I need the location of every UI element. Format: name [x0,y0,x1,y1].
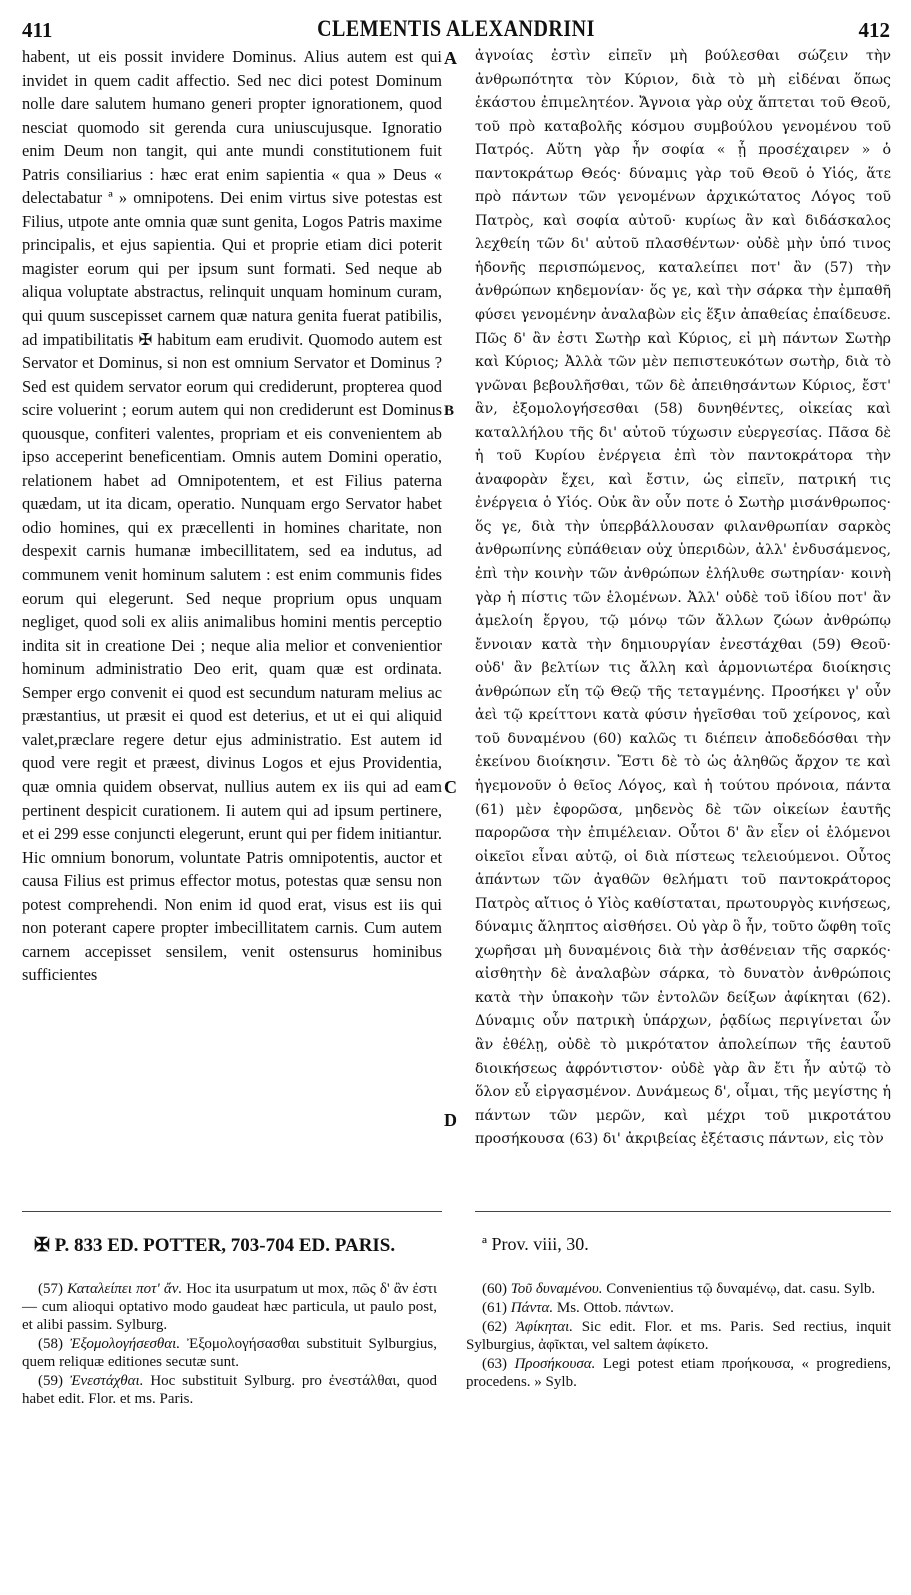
section-marker-a: A [444,48,457,68]
footnote: (57) Καταλείπει ποτ' ἄν. Hoc ita usurpatum ut mox, πῶς δ' ἂν ἐστι — cum alioqui optativo modo gaudeat hæc particula, ut paulo post, et alibi passim. Sylburg. [22,1281,438,1333]
edition-reference: ✠ P. 833 ED. POTTER, 703-704 ED. PARIS. [34,1235,396,1256]
page-number-left: 411 [22,18,53,42]
scripture-reference: ª Prov. viii, 30. [482,1234,589,1254]
latin-text: habent, ut eis possit invidere Dominus. Alius autem est qui invidet in quem cadit affectio. Sed nec dici potest Dominum nolle dare salutem humano generi propter ignorationem, quod nesciat quomodo sit gerenda cura uniuscujusque. Ignoratio enim Deum non tangit, qui ante mundi constitutionem fuit Patris consiliarius : hæc erat enim sapientia « qua » Deus « delectabatur ª » omnipotens. Dei enim virtus sive potestas est Filius, utpote ante omnia quæ sunt genita, Logos Patris maxime principalis, et ejus sapientia. Qui et proprie etiam dici poterit magister eorum qui per ipsum sunt formati. Sed neque ab aliqua voluptate abstractus, relinquit unquam hominum curam, qui quum suscepisset carnem quæ natura genita fuerat patibilis, ad impatibilitatis ✠ habitum eam erudivit. Quomodo autem est Servator et Dominus, si non est omnium Servator et Dominus ? Sed est quidem servator eorum qui crediderunt, propterea quod scire voluerint ; eorum autem qui non crediderunt est Dominus quousque, confiteri valentes, propriam et eis convenientem ab ipso acceperint beneficentiam. Omnis autem Domini operatio, relationem habet ad Omnipotentem, et est Filius paterna quædam, ut ita dicam, operatio. Nunquam ergo Servator habet odio homines, qui ex præcellenti in homines charitate, non despexit carnis humanæ imbecillitatem, sed ea indutus, ad communem venit hominum salutem : est enim communis fides eorum qui elegerunt. Sed neque proprium opus unquam negliget, quod soli ex aliis animalibus homini mentis perceptio indita sit in creatione Dei ; neque alia melior et convenientior hominum administratio Deo erit, quam quæ est ordinata. Semper ergo convenit ei quod est secundum naturam melius ac præstantius, ut præsit ei quod est deterius, et ut ei qui aliquid valet,præclare regere detur ejus administratio. Est autem id quod vere regit et præest, divinus Logos et ejus Providentia, quæ omnia quidem observat, nullius autem ex iis qui ad eam pertinent despicit curationem. Ii autem qui ad ipsum pertinere, et ei 299 esse conjuncti elegerunt, erunt qui per fidem initiantur. Hic omnium bonorum, voluntate Patris omnipotentis, auctor et causa Filius est primus effector motus, potestas quæ sensu non potest comprehendi. Non enim id quod erat, visus est iis qui non poterant capere propter imbecillitatem carnis. Cum autem carnem accepisset sensilem, venit ostensurus hominibus sufficientes [22,47,442,985]
page-number-right: 412 [858,18,890,42]
section-marker-c: C [444,777,457,797]
footnote-divider-right [475,1211,891,1212]
greek-text: ἀγνοίας ἐστὶν εἰπεῖν μὴ βούλεσθαι σώζειν τὴν ἀνθρωπότητα τὸν Κύριον, διὰ τὸ μὴ εἰδέναι ὅπως ἑκάστου ἐπιμελητέον. Ἄγνοια γὰρ οὐχ ἅπτεται τοῦ Θεοῦ, τοῦ πρὸ καταβολῆς κόσμου συμβούλου γενομένου τοῦ Πατρός. Αὕτη γὰρ ἦν σοφία « ᾗ προσέχαιρεν » ὁ παντοκράτωρ Θεός· δύναμις γὰρ τοῦ Θεοῦ ὁ Υἱός, ἅτε πρὸ πάντων τῶν γενομένων ἀρχικώτατος Λόγος τοῦ Πατρὸς, καὶ σοφία αὐτοῦ· κυρίως ἂν καὶ διδάσκαλος λεχθείη τῶν δι' αὐτοῦ πλασθέντων· οὐδὲ μὴν ὑπό τινος ἡδονῆς περισπώμενος, καταλείπει ποτ' ἂν (57) τὴν ἀνθρώπων κηδεμονίαν· ὅς γε, καὶ τὴν σάρκα τὴν ἐμπαθῆ φύσει γενομένην ἀναλαβὼν εἰς ἕξιν ἀπαθείας ἐπαίδευσε. Πῶς δ' ἂν ἐστι Σωτὴρ καὶ Κύριος, εἰ μὴ πάντων Σωτὴρ καὶ Κύριος; Ἀλλὰ τῶν μὲν πεπιστευκότων σωτὴρ, διὰ τὸ γνῶναι βεβουλῆσθαι, τῶν δὲ ἀπειθησάντων Κύριος, ἔστ' ἂν, ἐξομολογήσεσθαι (58) δυνηθέντες, οἰκείας καὶ καταλλήλου τῆς δι' αὐτοῦ τύχωσιν εὐεργεσίας. Πᾶσα δὲ ἡ τοῦ Κυρίου ἐνέργεια ἐπὶ τὸν παντοκράτορα τὴν ἀναφορὰν ἔχει, καὶ ἔστιν, ὡς εἰπεῖν, πατρική τις ἐνέργεια ὁ Υἱός. Οὐκ ἂν οὖν ποτε ὁ Σωτὴρ μισάνθρωπος· ὅς γε, διὰ τὴν ὑπερβάλλουσαν φιλανθρωπίαν σαρκὸς ἀνθρωπίνης εὐπάθειαν οὐχ ὑπεριδὼν, ἀλλ' ἐνδυσάμενος, ἐπὶ τὴν κοινὴν τῶν ἀνθρώπων ἐλήλυθε σωτηρίαν· κοινὴ γὰρ ἡ πίστις τῶν ἑλομένων. Ἀλλ' οὐδὲ τοῦ ἰδίου ποτ' ἂν ἀμελοίη ἔργου, τῷ μόνῳ τῶν ἄλλων ζώων ἀνθρώπῳ ἔννοιαν κατὰ τὴν δημιουργίαν ἐνεστάχθαι (59) Θεοῦ· οὐδ' ἂν βελτίων τις ἄλλη καὶ ἁρμονιωτέρα διοίκησις ἀνθρώπων εἴη τῷ Θεῷ τῆς τεταγμένης. Προσήκει γ' οὖν ἀεὶ τῷ κρείττονι κατὰ φύσιν ἡγεῖσθαι τοῦ χείρονος, καὶ τοῦ δυναμένου (60) καλῶς τι διέπειν ἀποδεδόσθαι τὴν ἐκείνου διοίκησιν. Ἔστι δὲ τὸ ὡς ἀληθῶς ἄρχον τε καὶ ἡγεμονοῦν ὁ θεῖος Λόγος, καὶ ἡ τούτου πρόνοια, πάντα (61) μὲν ἐφορῶσα, μηδενὸς δὲ τῶν οἰκείων ἑαυτῆς παρορῶσα τὴν ἐπιμέλειαν. Οὗτοι δ' ἂν εἶεν οἱ ἑλόμενοι οἰκεῖοι εἶναι αὐτῷ, οἱ διὰ πίστεως τελειούμενοι. Οὗτος ἁπάντων τῶν ἀγαθῶν θελήματι τοῦ παντοκράτορος Πατρὸς αἴτιος ὁ Υἱὸς καθίσταται, πρωτουργὸς κινήσεως, δύναμις ἄληπτος αἰσθήσει. Οὐ γὰρ ὃ ἦν, τοῦτο ὤφθη τοῖς χωρῆσαι μὴ δυναμένοις διὰ τὴν ἀσθένειαν τῆς σαρκός· αἰσθητὴν δὲ ἀναλαβὼν σάρκα, τὸ δυνατὸν ἀνθρώποις κατὰ τὴν ὑπακοὴν τῶν ἐντολῶν δείξων ἀφίκηται (62). Δύναμις οὖν πατρικὴ ὑπάρχων, ῥᾳδίως περιγίνεται ὧν ἂν ἐθέλῃ, οὐδὲ τὸ μικρότατον ἀπολείπων τῆς ἑαυτοῦ διοικήσεως ἀφρόντιστον· οὐδὲ γὰρ ἂν ἔτι ἦν αὐτῷ τὸ ὅλον εὖ εἰργασμένον. Δυνάμεως δ', οἶμαι, τῆς μεγίστης ἡ πάντων τῶν μερῶν, καὶ μέχρι τοῦ μικροτάτου προσήκουσα (63) δι' ἀκριβείας ἐξέτασις πάντων, εἰς τὸν [475,48,891,1148]
running-header [22,18,890,44]
greek-column [475,45,891,1152]
footnotes-right [466,1280,891,1392]
footnote: (61) Πάντα. Ms. Ottob. πάντων. [482,1300,674,1316]
footnote: (58) Ἐξομολογήσεσθαι. Ἐξομολογήσασθαι substituit Sylburgius, quem reliquæ editiones secutæ sunt. [22,1336,438,1370]
running-title: CLEMENTIS ALEXANDRINI [317,16,595,42]
footnote: (59) Ἐνεστάχθαι. Hoc substituit Sylburg. pro ἐνεστάλθαι, quod habet edit. Flor. et ms. Paris. [22,1373,438,1407]
section-marker-d: D [444,1110,457,1130]
footnote: (63) Προσήκουσα. Legi potest etiam προήκουσα, « progrediens, procedens. » Sylb. [466,1356,891,1390]
latin-column [22,45,442,987]
footnotes-left [22,1280,437,1409]
footnote-divider-left [22,1211,442,1212]
section-marker-b: B [444,403,455,419]
footnote: (62) Ἀφίκηται. Sic edit. Flor. et ms. Paris. Sed rectius, inquit Sylburgius, ἀφῖκται, vel saltem ἀφίκετο. [466,1319,892,1353]
footnote: (60) Τοῦ δυναμένου. Convenientius τῷ δυναμένῳ, dat. casu. Sylb. [482,1281,876,1297]
